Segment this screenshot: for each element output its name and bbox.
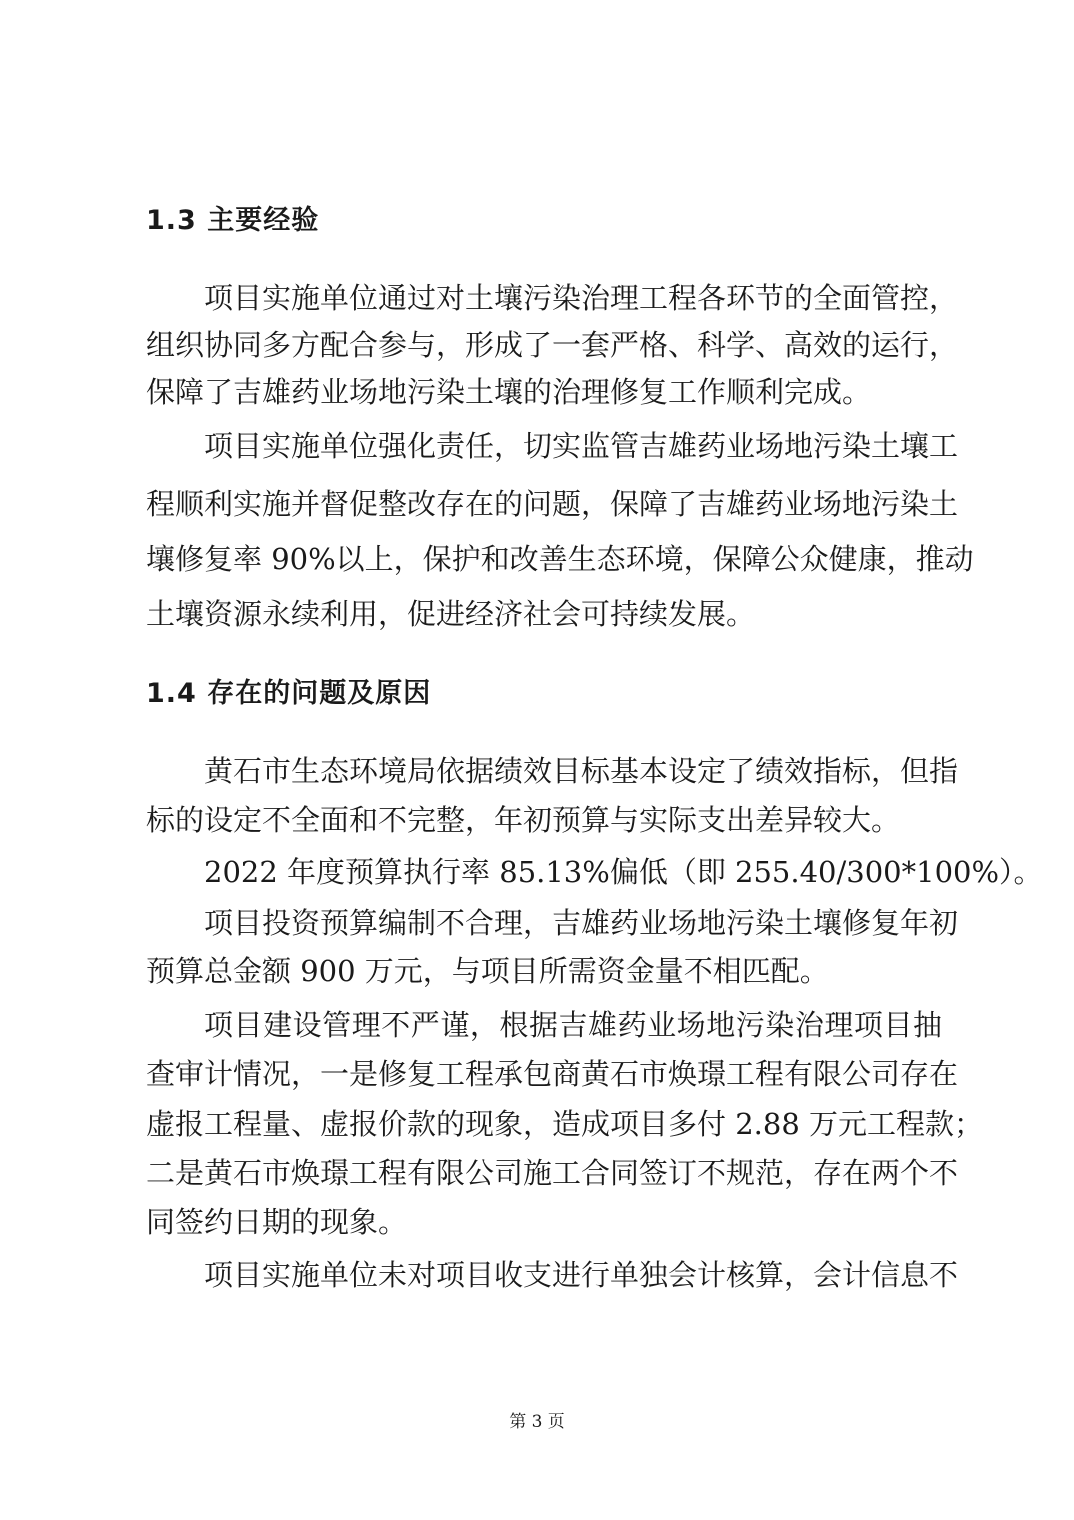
paragraph-line: 项目建设管理不严谨，根据吉雄药业场地污染治理项目抽 <box>204 1008 942 1042</box>
paragraph-line: 查审计情况，一是修复工程承包商黄石市焕璟工程有限公司存在 <box>146 1057 959 1091</box>
paragraph-line: 黄石市生态环境局依据绩效目标基本设定了绩效指标，但指 <box>204 754 959 788</box>
paragraph-line: 保障了吉雄药业场地污染土壤的治理修复工作顺利完成。 <box>146 375 872 409</box>
paragraph-line: 标的设定不全面和不完整，年初预算与实际支出差异较大。 <box>146 803 901 837</box>
paragraph-line: 壤修复率 90%以上，保护和改善生态环境，保障公众健康，推动 <box>146 542 974 576</box>
paragraph-line: 项目实施单位强化责任，切实监管吉雄药业场地污染土壤工 <box>204 429 959 463</box>
paragraph-line: 项目投资预算编制不合理，吉雄药业场地污染土壤修复年初 <box>204 906 959 940</box>
paragraph-line: 程顺利实施并督促整改存在的问题，保障了吉雄药业场地污染土 <box>146 487 959 521</box>
section-heading-1-3: 1.3 主要经验 <box>146 205 320 236</box>
paragraph-line: 项目实施单位通过对土壤污染治理工程各环节的全面管控， <box>204 281 959 315</box>
paragraph-line: 同签约日期的现象。 <box>146 1205 408 1239</box>
page-number: 第 3 页 <box>509 1412 565 1432</box>
paragraph-line: 2022 年度预算执行率 85.13%偏低（即 255.40/300*100%）。 <box>204 855 1043 889</box>
paragraph-line: 组织协同多方配合参与，形成了一套严格、科学、高效的运行， <box>146 328 959 362</box>
paragraph-line: 土壤资源永续利用，促进经济社会可持续发展。 <box>146 597 756 631</box>
paragraph-line: 虚报工程量、虚报价款的现象，造成项目多付 2.88 万元工程款； <box>146 1107 984 1141</box>
paragraph-line: 项目实施单位未对项目收支进行单独会计核算，会计信息不 <box>204 1258 959 1292</box>
section-heading-1-4: 1.4 存在的问题及原因 <box>146 678 432 709</box>
paragraph-line: 二是黄石市焕璟工程有限公司施工合同签订不规范，存在两个不 <box>146 1156 959 1190</box>
paragraph-line: 预算总金额 900 万元，与项目所需资金量不相匹配。 <box>146 954 829 988</box>
